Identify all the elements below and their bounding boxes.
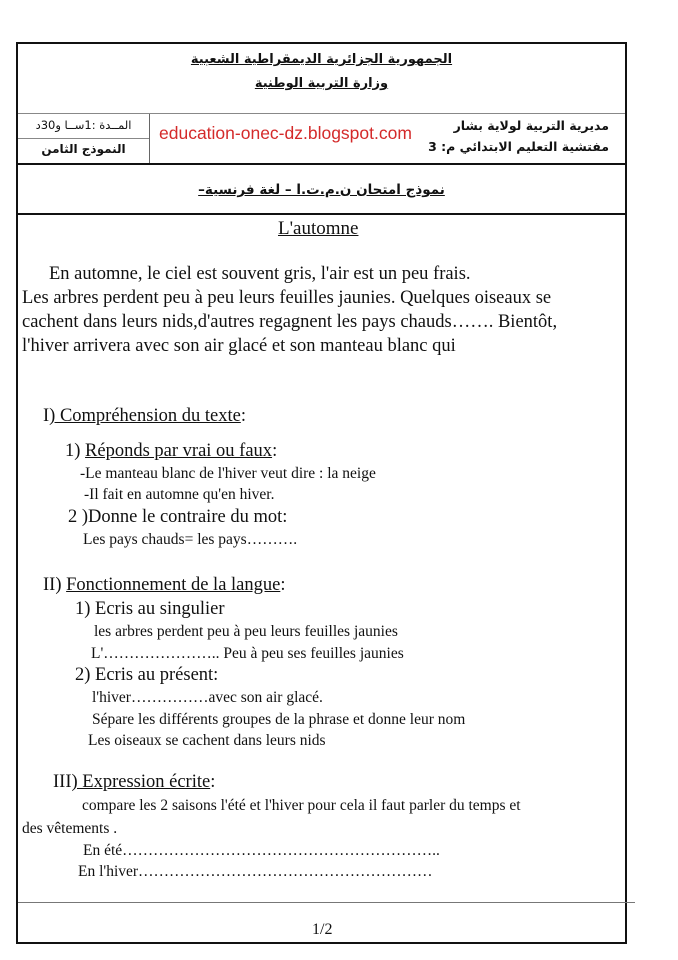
exam-info-box <box>18 114 150 163</box>
text-line: En automne, le ciel est souvent gris, l'air est un peu frais. <box>49 264 471 284</box>
singular-item: les arbres perdent peu à peu leurs feuilles jaunies <box>94 623 398 640</box>
header-bottom-border <box>18 163 625 165</box>
present-item: Les oiseaux se cachent dans leurs nids <box>88 732 326 749</box>
question-1-1-heading: 1) Réponds par vrai ou faux: <box>65 441 278 461</box>
exam-page-frame <box>16 42 627 944</box>
title-bottom-border <box>18 213 625 215</box>
footer-divider <box>18 902 635 903</box>
ministry-title: وزارة التربية الوطنية <box>254 76 389 91</box>
duration-label: المــدة :1ســا و30د <box>35 118 132 132</box>
present-item: l'hiver……………avec son air glacé. <box>92 689 323 706</box>
model-label: النموذج الثامن <box>41 142 126 156</box>
section-3-heading: III) Expression écrite: <box>53 772 216 792</box>
antonym-item: Les pays chauds= les pays………. <box>83 531 298 548</box>
answer-line-summer: En été…………………………………………………….. <box>83 842 440 859</box>
text-line: l'hiver arrivera avec son air glacé et son manteau blanc qui <box>22 336 456 356</box>
question-1-2-heading: 2 )Donne le contraire du mot: <box>68 507 288 527</box>
text-line: cachent dans leurs nids,d'autres regagnent les pays chauds……. Bientôt, <box>22 312 558 332</box>
page-number: 1/2 <box>312 921 333 938</box>
watermark-link[interactable]: education-onec-dz.blogspot.com <box>159 123 412 143</box>
question-2-2-heading: 2) Ecris au présent: <box>75 665 219 685</box>
expression-instruction: des vêtements . <box>22 820 118 837</box>
section-1-heading: I) Compréhension du texte: <box>43 406 246 426</box>
text-title: L'automne <box>278 218 359 239</box>
present-item: Sépare les différents groupes de la phrase et donne leur nom <box>92 711 466 728</box>
info-box-divider <box>18 138 149 139</box>
singular-item: L'………………….. Peu à peu ses feuilles jaunies <box>91 645 404 662</box>
exam-title: نموذج امتحان ن.م.ت.ا – لغة فرنسية– <box>198 182 445 198</box>
question-2-1-heading: 1) Ecris au singulier <box>75 599 225 619</box>
true-false-item: -Le manteau blanc de l'hiver veut dire : la neige <box>80 465 376 482</box>
answer-line-winter: En l'hiver………………………………………………… <box>78 863 433 880</box>
republic-title: الجمهورية الجزائرية الديمقراطية الشعبية <box>190 52 453 67</box>
directorate-label: مديرية التربية لولاية بشار <box>453 118 609 133</box>
inspectorate-label: مفتشية التعليم الابتدائي م: 3 <box>428 139 609 154</box>
section-2-heading: II) Fonctionnement de la langue: <box>43 575 286 595</box>
text-line: Les arbres perdent peu à peu leurs feuilles jaunies. Quelques oiseaux se <box>22 288 552 308</box>
expression-instruction: compare les 2 saisons l'été et l'hiver pour cela il faut parler du temps et <box>82 797 521 814</box>
true-false-item: -Il fait en automne qu'en hiver. <box>84 486 275 503</box>
